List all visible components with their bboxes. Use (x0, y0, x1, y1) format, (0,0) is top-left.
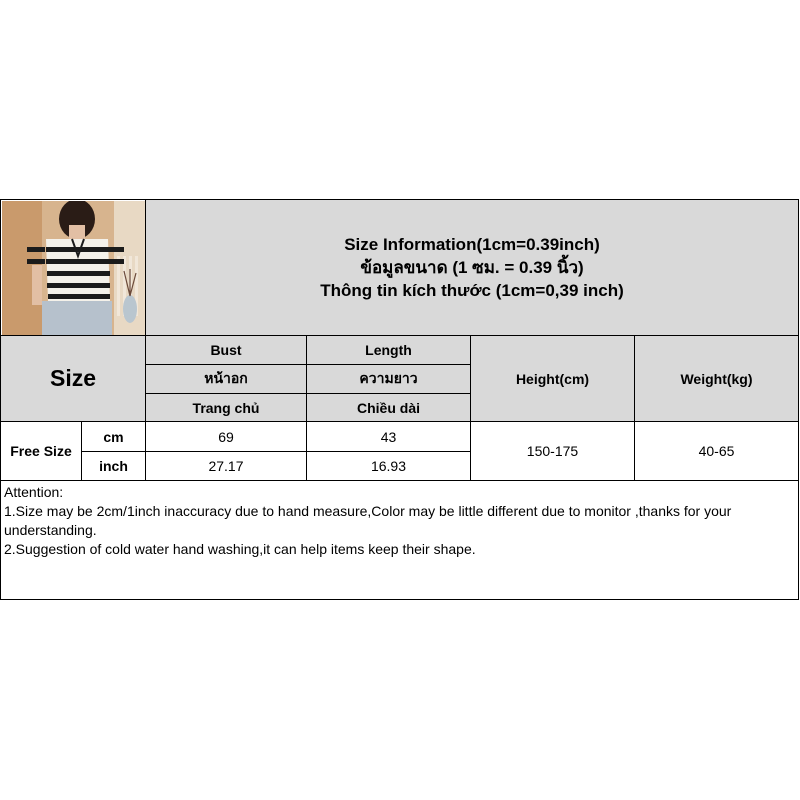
size-header: Size (0, 335, 146, 422)
unit-inch-label: inch (81, 451, 146, 481)
attention-notes (0, 480, 799, 600)
bust-cm-value: 69 (145, 421, 307, 452)
length-header-vi: Chiều dài (306, 393, 471, 422)
weight-value: 40-65 (634, 421, 799, 481)
unit-cm-label: cm (81, 421, 146, 452)
height-value: 150-175 (470, 421, 635, 481)
size-chart (0, 199, 799, 600)
bust-header-vi: Trang chủ (145, 393, 307, 422)
title-line-english: Size Information(1cm=0.39inch) (344, 235, 600, 254)
size-name-cell: Free Size (0, 421, 82, 481)
product-photo (2, 201, 145, 335)
length-inch-value: 16.93 (306, 451, 471, 481)
notes-line-2: 2.Suggestion of cold water hand washing,it can help items keep their shape. (4, 541, 476, 557)
notes-line-1: 1.Size may be 2cm/1inch inaccuracy due to hand measure,Color may be little different due to monitor ,thanks for your understanding. (4, 503, 732, 538)
title-line-vietnamese: Thông tin kích thước (1cm=0,39 inch) (320, 281, 624, 300)
size-info-title (145, 199, 799, 336)
title-line-thai: ข้อมูลขนาด (1 ซม. = 0.39 นิ้ว) (360, 258, 584, 277)
product-photo-cell (0, 199, 146, 336)
weight-header: Weight(kg) (634, 335, 799, 422)
notes-title: Attention: (4, 484, 64, 500)
bust-header-en: Bust (145, 335, 307, 365)
length-header-th: ความยาว (306, 364, 471, 394)
height-header: Height(cm) (470, 335, 635, 422)
length-header-en: Length (306, 335, 471, 365)
bust-header-th: หน้าอก (145, 364, 307, 394)
bust-inch-value: 27.17 (145, 451, 307, 481)
length-cm-value: 43 (306, 421, 471, 452)
